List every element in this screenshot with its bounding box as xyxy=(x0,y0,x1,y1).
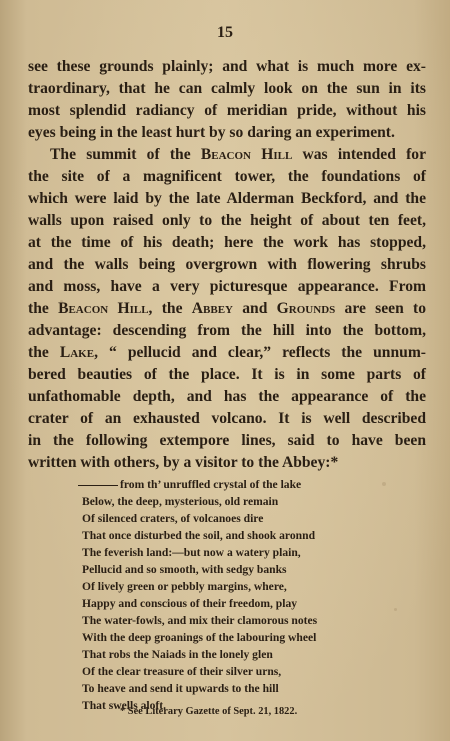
small-caps-name: Beacon Hill xyxy=(200,146,293,163)
prose-line: eyes being in the least hurt by so daring an experiment. xyxy=(28,124,395,141)
poem-line xyxy=(78,476,317,493)
prose-line: and moss, have a very picturesque appearance. From xyxy=(28,278,426,295)
prose-line xyxy=(28,342,426,364)
paper-spot xyxy=(382,482,386,486)
paper-spot xyxy=(394,608,397,611)
poem-line xyxy=(82,544,317,561)
poem-line-text: from th’ unruffled crystal of the lake xyxy=(120,478,302,491)
poem-line xyxy=(82,663,317,680)
poem-line-text: Happy and conscious of their freedom, play xyxy=(82,597,298,610)
prose-segment: The summit of the xyxy=(50,146,201,163)
prose-segment: the xyxy=(28,344,60,361)
poem-line-text: That robs the Naiads in the lonely glen xyxy=(82,648,273,661)
small-caps-name: Beacon Hill xyxy=(58,300,149,317)
small-caps-name: Grounds xyxy=(276,300,336,317)
prose-line: advantage: descending from the hill into the bottom, xyxy=(28,322,426,339)
poem-line-text: Of the clear treasure of their silver urns, xyxy=(82,665,282,678)
poem-line-text: Of lively green or pebbly margins, where, xyxy=(82,580,287,593)
em-dash-rule xyxy=(78,485,118,486)
small-caps-name: Lake xyxy=(59,344,95,361)
footnote: * See Literary Gazette of Sept. 21, 1822. xyxy=(120,706,298,717)
poem-line xyxy=(82,561,317,578)
page-number: 15 xyxy=(217,24,233,41)
poem-line-text: With the deep groanings of the labouring wheel xyxy=(82,631,317,644)
poem-line-text: Of silenced craters, of volcanoes dire xyxy=(82,512,264,525)
small-caps-name: Abbey xyxy=(191,300,233,317)
prose-line: crater of an exhausted volcano. It is well described xyxy=(28,410,426,427)
poem-line xyxy=(82,510,317,527)
prose-segment: the xyxy=(28,300,59,317)
prose-segment: was intended for xyxy=(292,146,426,163)
poem-line-text: To heave and send it upwards to the hill xyxy=(82,682,279,695)
poem-block xyxy=(82,476,317,714)
prose-segment: , “ pellucid and clear,” reflects the unnum- xyxy=(94,344,426,361)
poem-line-text: The feverish land:—but now a watery plain, xyxy=(82,546,301,559)
prose-line: at the time of his death; here the work has stopped, xyxy=(28,234,426,251)
prose-line: and the walls being overgrown with flowering shrubs xyxy=(28,256,426,273)
poem-line-text: That swells aloft. xyxy=(82,699,167,712)
prose-line xyxy=(28,144,426,166)
prose-line: the site of a magnificent tower, the foundations of xyxy=(28,168,426,185)
poem-line-text: Below, the deep, mysterious, old remain xyxy=(82,495,279,508)
poem-line xyxy=(82,578,317,595)
prose-line: traordinary, that he can calmly look on the sun in its xyxy=(28,80,426,97)
prose-line: see these grounds plainly; and what is much more ex- xyxy=(28,58,426,75)
prose-line: in the following extempore lines, said to have been xyxy=(28,432,426,449)
prose-line: bered beauties of the place. It is in some parts of xyxy=(28,366,426,383)
poem-line-text: Pellucid and so smooth, with sedgy banks xyxy=(82,563,287,576)
poem-line-text: The water-fowls, and mix their clamorous notes xyxy=(82,614,318,627)
prose-segment: and xyxy=(232,300,277,317)
prose-line: walls upon raised only to the height of about ten feet, xyxy=(28,212,426,229)
prose-line xyxy=(28,298,426,320)
poem-line xyxy=(82,595,317,612)
prose-block xyxy=(28,56,426,474)
poem-line xyxy=(82,493,317,510)
prose-segment: are seen to xyxy=(335,300,426,317)
poem-line xyxy=(82,629,317,646)
poem-line xyxy=(82,680,317,697)
poem-line-text: That once disturbed the soil, and shook aronnd xyxy=(82,529,316,542)
prose-line: written with others, by a visitor to the Abbey:* xyxy=(28,454,339,471)
prose-line: most splendid radiancy of meridian pride, without his xyxy=(28,102,426,119)
poem-line xyxy=(82,527,317,544)
poem-line xyxy=(82,646,317,663)
prose-line: which were laid by the late Alderman Beckford, and the xyxy=(28,190,426,207)
poem-line xyxy=(82,612,317,629)
prose-line: unfathomable depth, and has the appearance of the xyxy=(28,388,426,405)
prose-segment: , the xyxy=(148,300,192,317)
